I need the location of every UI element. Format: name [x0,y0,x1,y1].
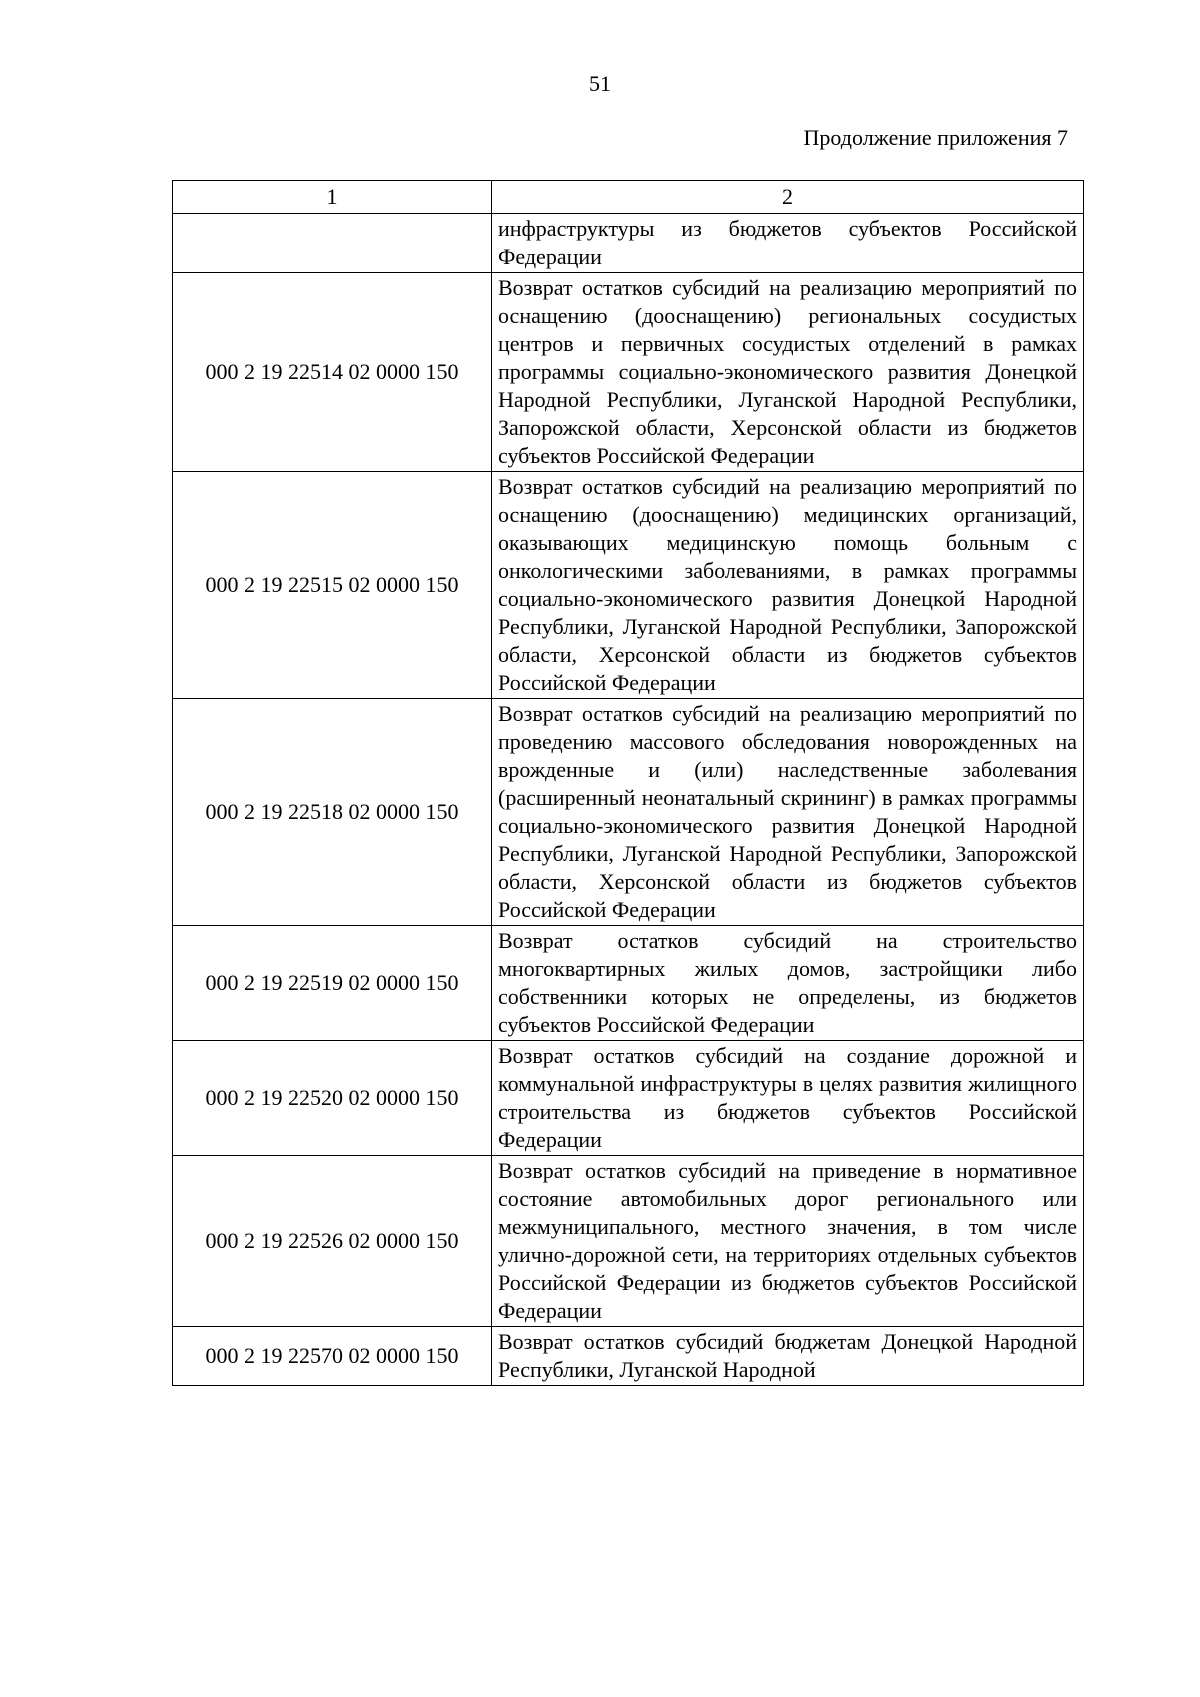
row-code: 000 2 19 22519 02 0000 150 [173,926,492,1041]
column-header-1: 1 [173,181,492,214]
row-code: 000 2 19 22520 02 0000 150 [173,1041,492,1156]
row-description: Возврат остатков субсидий на строительство многоквартирных жилых домов, застройщики либо собственники которых не определены, из бюджетов субъектов Российской Федерации [492,926,1084,1041]
table-row [173,273,1084,472]
page-number: 51 [589,71,611,96]
table-row [173,926,1084,1041]
table-row [173,1041,1084,1156]
row-description: Возврат остатков субсидий бюджетам Донецкой Народной Республики, Луганской Народной [492,1327,1084,1386]
row-description: Возврат остатков субсидий на создание дорожной и коммунальной инфраструктуры в целях развития жилищного строительства из бюджетов субъектов Российской Федерации [492,1041,1084,1156]
row-description: Возврат остатков субсидий на приведение в нормативное состояние автомобильных дорог регионального или межмуниципального, местного значения, в том числе улично-дорожной сети, на территориях отдельных субъектов Российской Федерации из бюджетов субъектов Российской Федерации [492,1156,1084,1327]
row-code [173,214,492,273]
row-description: Возврат остатков субсидий на реализацию мероприятий по оснащению (дооснащению) региональных сосудистых центров и первичных сосудистых отделений в рамках программы социально-экономического развития Донецкой Народной Республики, Луганской Народной Республики, Запорожской области, Херсонской области из бюджетов субъектов Российской Федерации [492,273,1084,472]
row-description: Возврат остатков субсидий на реализацию мероприятий по проведению массового обследования новорожденных на врожденные и (или) наследственные заболевания (расширенный неонатальный скрининг) в рамках программы социально-экономического развития Донецкой Народной Республики, Луганской Народной Республики, Запорожской области, Херсонской области из бюджетов субъектов Российской Федерации [492,699,1084,926]
table-row [173,472,1084,699]
row-code: 000 2 19 22515 02 0000 150 [173,472,492,699]
table-row [173,1327,1084,1386]
row-description: инфраструктуры из бюджетов субъектов Российской Федерации [492,214,1084,273]
table-row [173,214,1084,273]
column-header-2: 2 [492,181,1084,214]
table-row [173,699,1084,926]
row-code: 000 2 19 22570 02 0000 150 [173,1327,492,1386]
row-code: 000 2 19 22518 02 0000 150 [173,699,492,926]
continuation-heading: Продолжение приложения 7 [803,125,1068,150]
row-code: 000 2 19 22526 02 0000 150 [173,1156,492,1327]
table-header-row [173,181,1084,214]
table-row [173,1156,1084,1327]
row-code: 000 2 19 22514 02 0000 150 [173,273,492,472]
row-description: Возврат остатков субсидий на реализацию мероприятий по оснащению (дооснащению) медицинских организаций, оказывающих медицинскую помощь больным с онкологическими заболеваниями, в рамках программы социально-экономического развития Донецкой Народной Республики, Луганской Народной Республики, Запорожской области, Херсонской области из бюджетов субъектов Российской Федерации [492,472,1084,699]
codes-table [172,180,1084,1386]
